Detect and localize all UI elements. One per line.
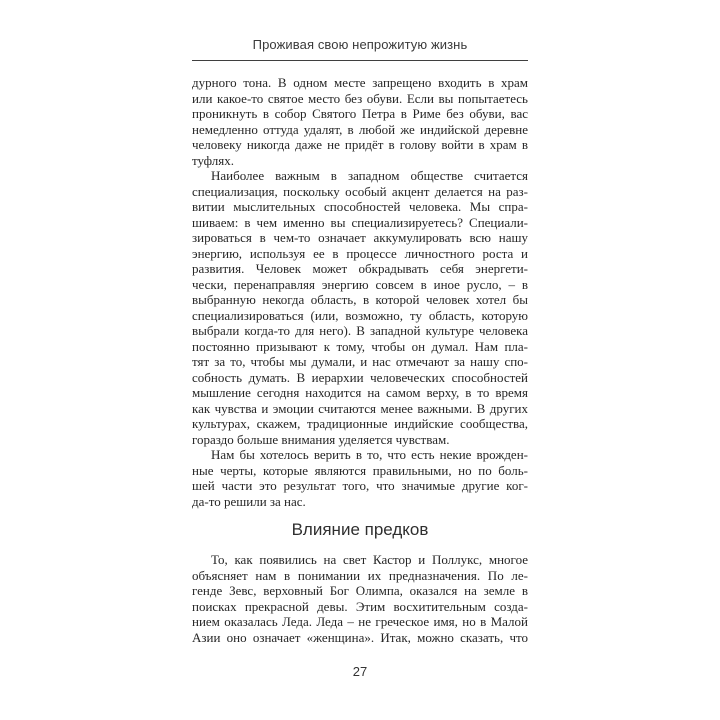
text-line: Нам бы хотелось верить в то, что есть некие врожден-: [211, 447, 528, 462]
text-line: шиваем: в чем именно вы специализируетесь? Специали-: [192, 214, 528, 230]
text-line: зироваться в чем-то означает аккумулировать всю нашу: [192, 230, 528, 245]
text-line: тят за то, чтобы мы думали, и нас отмечают за нашу спо-: [192, 354, 528, 369]
paragraph: [192, 168, 528, 447]
text-line: дурного тона. В одном месте запрещено входить в храм: [192, 75, 528, 90]
paragraph: [192, 552, 528, 645]
text-line: специализироваться (или, возможно, ту область, которую: [192, 307, 528, 323]
text-line: выбрали когда-то для него). В западной культуре человека: [192, 323, 528, 338]
text-line: Азии оно означает «женщина». Итак, можно сказать, что: [192, 629, 528, 645]
text-line: гораздо больше внимания уделяется чувствам.: [192, 431, 450, 447]
text-line: нием оказалась Леда. Леда – не греческое имя, но в Малой: [192, 614, 528, 629]
text-line: мышление сегодня находится на самом верху, в то время: [192, 385, 528, 400]
text-line: специализация, поскольку особый акцент делается на раз-: [192, 183, 528, 199]
text-line: выбранную некогда область, в которой человек хотел бы: [192, 292, 528, 307]
text-line: То, как появились на свет Кастор и Поллукс, многое: [211, 552, 528, 567]
text-line: да-то решили за нас.: [192, 493, 306, 509]
text-line: чески, перенаправляя энергию совсем в иное русло, – в: [192, 276, 528, 292]
text-line: культурах, скажем, традиционные индийские сообщества,: [192, 416, 528, 431]
text-line: собность думать. В иерархии человеческих способностей: [192, 369, 528, 385]
text-line: проникнуть в собор Святого Петра в Риме без обуви, вас: [192, 106, 528, 121]
paragraph: [192, 75, 528, 168]
text-line: туфлях.: [192, 152, 235, 168]
text-line: развития. Человек может обкрадывать себя энергети-: [192, 261, 528, 276]
section-heading: Влияние предков: [291, 520, 429, 539]
text-column: [192, 75, 528, 645]
page-number: 27: [352, 664, 368, 679]
running-header: Проживая свою непрожитую жизнь: [252, 37, 468, 52]
text-line: человеку никогда даже не придёт в голову войти в храм в: [192, 137, 528, 152]
text-line: ные черты, которые являются правильными, но по боль-: [192, 462, 528, 478]
text-line: немедленно оттуда удалят, в любой же индийской деревне: [192, 121, 528, 137]
text-line: Наиболее важным в западном обществе считается: [211, 168, 528, 183]
text-line: объясняет нам в понимании их предназначения. По ле-: [192, 567, 528, 583]
text-line: витии мыслительных способностей человека. Мы спра-: [192, 199, 528, 214]
text-line: энергию, используя ее в процессе личностного роста и: [192, 245, 528, 261]
text-line: постоянно призывают к тому, чтобы он думал. Нам пла-: [192, 338, 528, 354]
paragraph: [192, 447, 528, 509]
text-line: как чувства и эмоции считаются менее важными. В других: [192, 400, 528, 416]
text-line: шей части это результат того, что значимые другие ког-: [192, 478, 528, 493]
text-line: или какое-то святое место без обуви. Если вы попытаетесь: [192, 90, 528, 106]
header-rule: [192, 60, 528, 61]
text-line: генде Зевс, верховный Бог Олимпа, оказался на земле в: [192, 583, 528, 598]
text-line: поисках прекрасной девы. Этим восхитительным созда-: [192, 598, 528, 614]
